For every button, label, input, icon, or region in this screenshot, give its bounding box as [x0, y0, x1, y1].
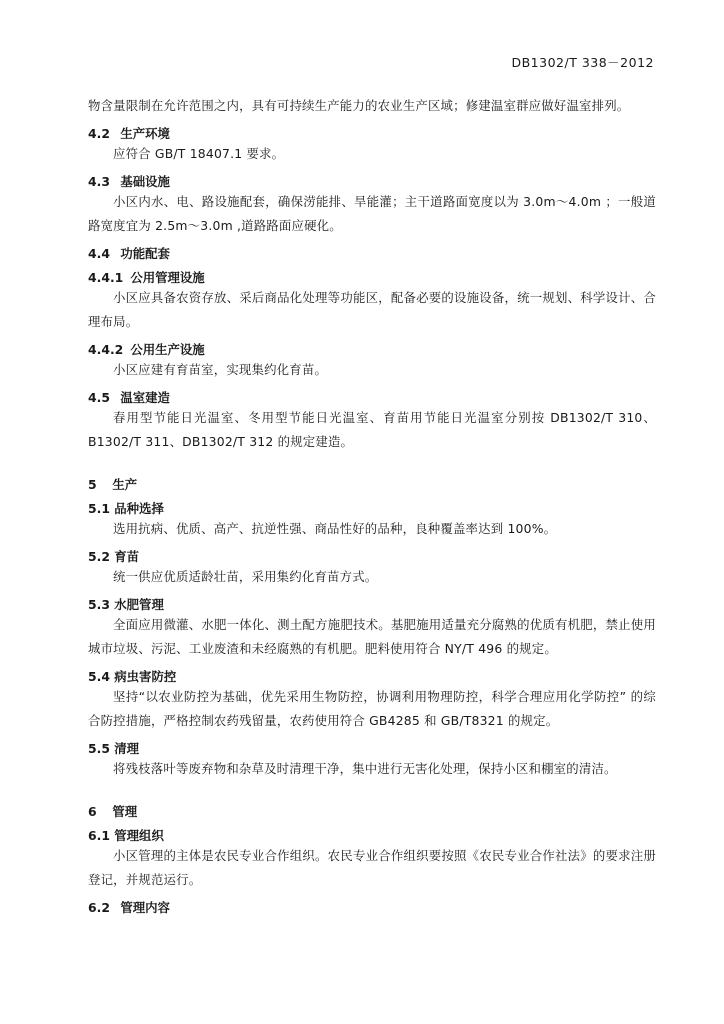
- heading-number: 5.3: [88, 597, 110, 612]
- paragraph-5-5: 将残枝落叶等废弃物和杂草及时清理干净，集中进行无害化处理，保持小区和棚室的清洁。: [113, 761, 617, 776]
- heading-title: 管理内容: [120, 900, 170, 915]
- heading-title: 水肥管理: [114, 597, 164, 612]
- paragraph-6-1: 小区管理的主体是农民专业合作组织。农民专业合作组织要按照《农民专业合作社法》的要求注册登记，并规范运行。: [88, 848, 656, 887]
- heading-title: 育苗: [114, 549, 140, 564]
- heading-number: 5: [88, 477, 97, 492]
- heading-4-2: [88, 125, 656, 142]
- paragraph-4-4-2: 小区应建有育苗室，实现集约化育苗。: [113, 362, 328, 377]
- heading-5-3: [88, 596, 656, 613]
- heading-title: 生产: [112, 477, 138, 492]
- heading-number: 5.5: [88, 741, 110, 756]
- heading-number: 6: [88, 804, 97, 819]
- heading-5: [88, 476, 656, 493]
- heading-6: [88, 803, 656, 820]
- document-header: DB1302/T 338－2012: [511, 55, 654, 70]
- heading-number: 4.2: [88, 126, 110, 141]
- heading-title: 清理: [114, 741, 140, 756]
- heading-6-2: [88, 899, 656, 916]
- paragraph-4-4-1: 小区应具备农资存放、采后商品化处理等功能区，配备必要的设施设备，统一规划、科学设计、合理布局。: [88, 290, 656, 329]
- paragraph-5-4: 坚持“以农业防控为基础，优先采用生物防控，协调利用物理防控，科学合理应用化学防控” 的综合防控措施，严格控制农药残留量，农药使用符合 GB4285 和 GB/T8321 的规定。: [88, 689, 656, 728]
- heading-title: 品种选择: [114, 501, 164, 516]
- paragraph-4-2: 应符合 GB/T 18407.1 要求。: [113, 146, 285, 161]
- heading-5-1: [88, 500, 656, 517]
- heading-number: 4.4.1: [88, 270, 124, 285]
- heading-number: 4.4: [88, 246, 110, 261]
- heading-title: 功能配套: [120, 246, 170, 261]
- heading-title: 管理组织: [114, 828, 164, 843]
- heading-4-4-2: [88, 341, 656, 358]
- paragraph-5-1: 选用抗病、优质、高产、抗逆性强、商品性好的品种，良种覆盖率达到 100%。: [113, 521, 557, 536]
- heading-title: 生产环境: [120, 126, 170, 141]
- heading-4-4: [88, 245, 656, 262]
- paragraph-5-2: 统一供应优质适龄壮苗，采用集约化育苗方式。: [113, 569, 378, 584]
- heading-4-4-1: [88, 269, 656, 286]
- heading-number: 4.3: [88, 174, 110, 189]
- heading-title: 温室建造: [120, 390, 170, 405]
- heading-title: 公用生产设施: [130, 342, 205, 357]
- heading-5-2: [88, 548, 656, 565]
- heading-number: 4.5: [88, 390, 110, 405]
- heading-number: 6.2: [88, 900, 110, 915]
- heading-5-5: [88, 740, 656, 757]
- heading-title: 公用管理设施: [130, 270, 205, 285]
- continuation-text: 物含量限制在允许范围之内，具有可持续生产能力的农业生产区域；修建温室群应做好温室排列。: [88, 98, 630, 113]
- paragraph-4-5: 春用型节能日光温室、冬用型节能日光温室、育苗用节能日光温室分别按 DB1302/T 310、B1302/T 311、DB1302/T 312 的规定建造。: [88, 410, 656, 449]
- paragraph-4-3: 小区内水、电、路设施配套，确保涝能排、旱能灌；主干道路面宽度以为 3.0m～4.0m ；一般道路宽度宜为 2.5m～3.0m ,道路路面应硬化。: [88, 194, 656, 233]
- heading-number: 5.4: [88, 669, 110, 684]
- heading-title: 病虫害防控: [114, 669, 177, 684]
- paragraph-5-3: 全面应用微灌、水肥一体化、测土配方施肥技术。基肥施用适量充分腐熟的优质有机肥，禁止使用城市垃圾、污泥、工业废渣和未经腐熟的有机肥。肥料使用符合 NY/T 496 的规定。: [88, 617, 656, 656]
- heading-number: 6.1: [88, 828, 110, 843]
- heading-title: 基础设施: [120, 174, 170, 189]
- document-body: [88, 94, 656, 916]
- heading-6-1: [88, 827, 656, 844]
- heading-4-3: [88, 173, 656, 190]
- heading-title: 管理: [112, 804, 138, 819]
- heading-5-4: [88, 668, 656, 685]
- heading-number: 5.1: [88, 501, 110, 516]
- heading-4-5: [88, 389, 656, 406]
- heading-number: 4.4.2: [88, 342, 124, 357]
- heading-number: 5.2: [88, 549, 110, 564]
